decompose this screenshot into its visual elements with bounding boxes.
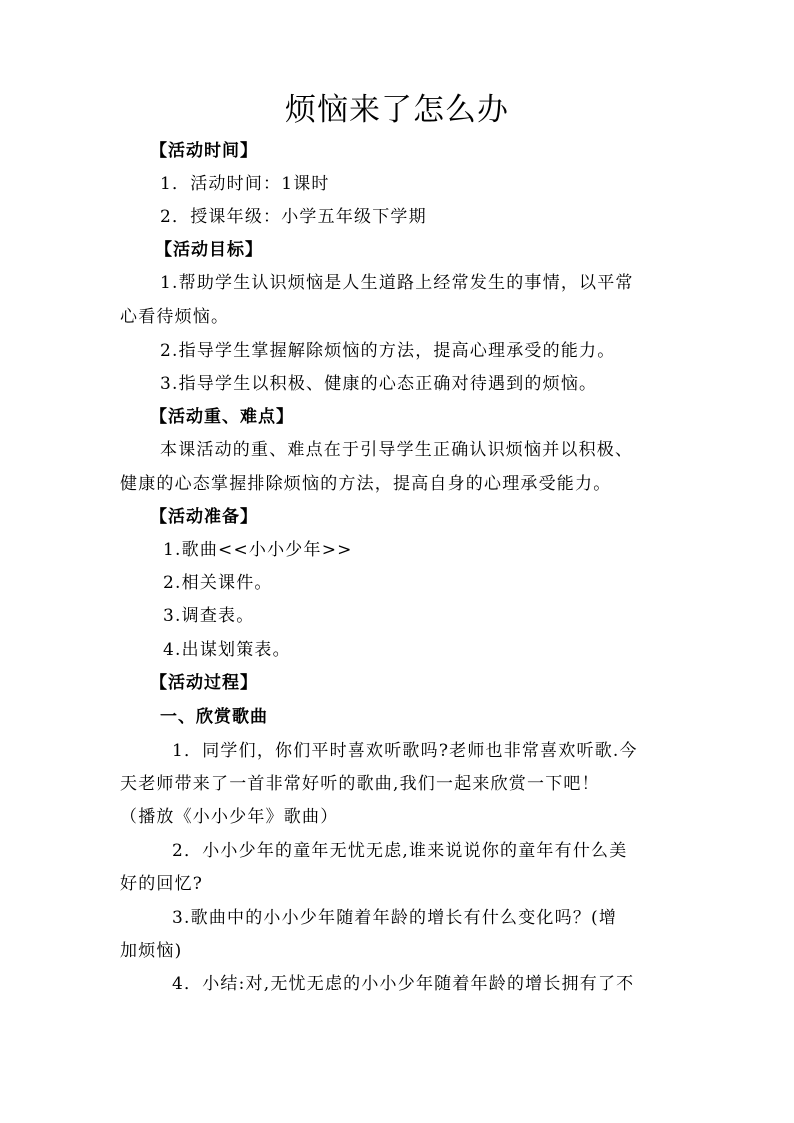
time-item-1: 1．活动时间：1课时 [160,174,330,194]
preparation-item-1: 1.歌曲<<小小少年>> [163,540,353,560]
keypoints-line-1: 本课活动的重、难点在于引导学生正确认识烦恼并以积极、 [160,440,634,460]
preparation-item-3: 3.调查表。 [163,606,255,626]
document-title: 烦恼来了怎么办 [285,92,509,128]
section-heading-process: 【活动过程】 [150,673,258,693]
process-paragraph-3-line-2: 加烦恼) [120,941,183,961]
section-heading-goals: 【活动目标】 [155,240,263,260]
process-paragraph-4-line-1: 4．小结:对,无忧无虑的小小少年随着年龄的增长拥有了不 [172,974,635,994]
process-paragraph-3-line-1: 3.歌曲中的小小少年随着年龄的增长有什么变化吗？(增 [172,908,618,928]
preparation-item-2: 2.相关课件。 [163,573,273,593]
process-subheading: 一、欣赏歌曲 [160,707,268,727]
process-paragraph-1-line-1: 1．同学们，你们平时喜欢听歌吗?老师也非常喜欢听歌.今 [172,741,638,761]
time-item-2: 2．授课年级：小学五年级下学期 [160,207,427,227]
section-heading-keypoints: 【活动重、难点】 [150,407,294,427]
goal-item-3: 3.指导学生以积极、健康的心态正确对待遇到的烦恼。 [160,374,598,394]
process-paragraph-2-line-2: 好的回忆? [120,874,204,894]
process-paragraph-1-line-2: 天老师带来了一首非常好听的歌曲,我们一起来欣赏一下吧！ [120,774,600,794]
section-heading-preparation: 【活动准备】 [150,507,258,527]
goal-item-2: 2.指导学生掌握解除烦恼的方法，提高心理承受的能力。 [160,341,616,361]
preparation-item-4: 4.出谋划策表。 [163,640,291,660]
section-heading-time: 【活动时间】 [150,141,258,161]
goal-item-1-line-1: 1.帮助学生认识烦恼是人生道路上经常发生的事情，以平常 [160,273,634,293]
process-paragraph-1-line-3: （播放《小小少年》歌曲） [120,807,339,827]
process-paragraph-2-line-1: 2．小小少年的童年无忧无虑,谁来说说你的童年有什么美 [172,841,628,861]
goal-item-1-line-2: 心看待烦恼。 [120,307,230,327]
keypoints-line-2: 健康的心态掌握排除烦恼的方法，提高自身的心理承受能力。 [120,474,612,494]
